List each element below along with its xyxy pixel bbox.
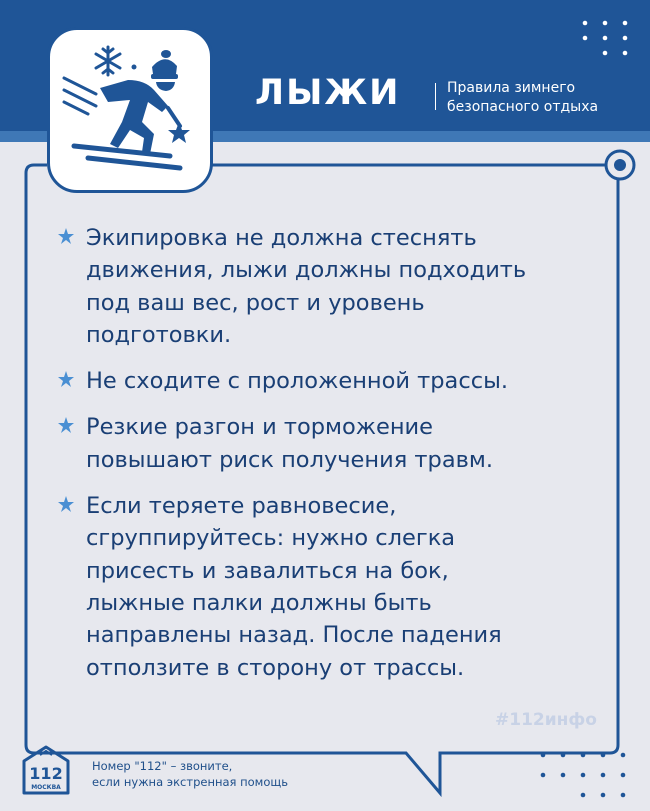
rule-item xyxy=(58,365,618,397)
rule-line: присесть и завалиться на бок, xyxy=(86,557,449,584)
footer-line: Номер "112" – звоните, xyxy=(92,759,233,773)
subtitle-line: безопасного отдыха xyxy=(447,99,599,115)
page-title: ЛЫЖИ xyxy=(255,73,401,113)
emblem-city: МОСКВА xyxy=(31,784,61,791)
star-icon xyxy=(168,122,190,143)
snowflake-icon xyxy=(96,47,120,75)
subtitle-line: Правила зимнего xyxy=(447,80,576,96)
rules-list xyxy=(58,222,618,698)
rule-line: Не сходите с проложенной трассы. xyxy=(86,368,508,395)
star-bullet-icon xyxy=(58,496,74,512)
star-bullet-icon xyxy=(58,417,74,433)
emblem-112-icon xyxy=(18,741,74,797)
emblem-number: 112 xyxy=(29,764,63,783)
skier-logo-card xyxy=(47,27,213,193)
rule-line: Резкие разгон и торможение xyxy=(86,414,434,441)
rule-line: сгруппируйтесь: нужно слегка xyxy=(86,525,456,552)
rule-line: повышают риск получения травм. xyxy=(86,446,493,473)
rule-line: под ваш вес, рост и уровень xyxy=(86,289,425,316)
rule-line: подготовки. xyxy=(86,321,232,348)
rule-line: направлены назад. После падения xyxy=(86,622,502,649)
rule-line: Если теряете равновесие, xyxy=(86,493,397,520)
rule-item xyxy=(58,490,618,684)
rule-line: отползите в сторону от трассы. xyxy=(86,654,465,681)
star-bullet-icon xyxy=(58,371,74,387)
decor-dots-bottom xyxy=(538,745,628,805)
footer-note xyxy=(92,758,352,790)
rule-line: лыжные палки должны быть xyxy=(86,589,432,616)
rule-item xyxy=(58,222,618,351)
rule-line: движения, лыжи должны подходить xyxy=(86,257,527,284)
hashtag: #112инфо xyxy=(495,710,597,730)
star-bullet-icon xyxy=(58,228,74,244)
skier-icon xyxy=(50,30,210,190)
rule-line: Экипировка не должна стеснять xyxy=(86,225,477,251)
footer-line: если нужна экстренная помощь xyxy=(92,775,288,789)
rule-item xyxy=(58,411,618,476)
